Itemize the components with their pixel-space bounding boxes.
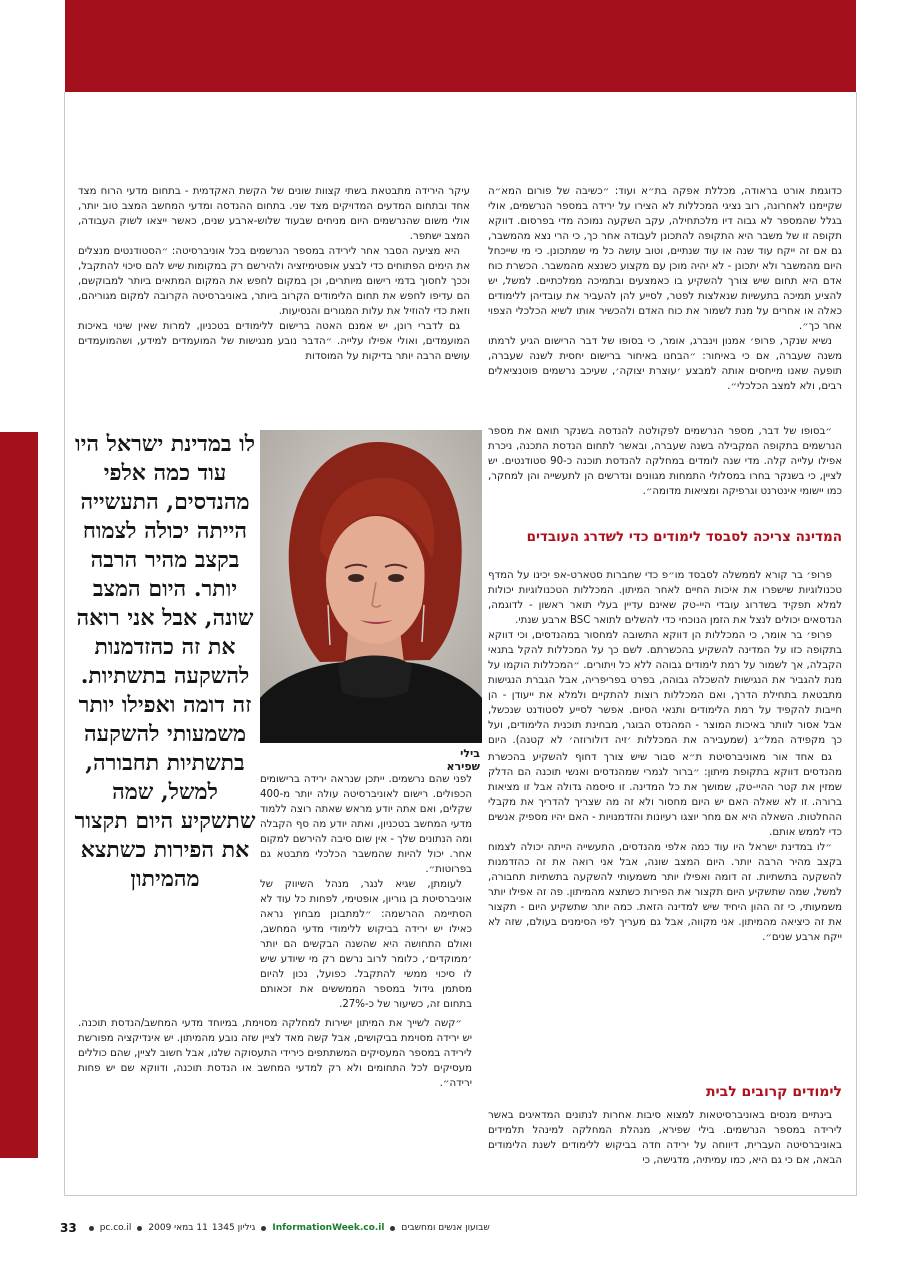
paragraph: ״לו במדינת ישראל היו עוד כמה אלפי מהנדסים, התעשייה הייתה יכולה לצמוח בקצב מהיר הרבה יותר. היום המצב שונה, אבל אני רואה את זה כהזדמנות להשקעה בתשתיות. זה דומה ואפילו יותר משמעותי להשקעה בתשתיות תחבורה, למשל, שמה שתשקיע היום תקצור את הפירות כשתצא מהמיתון. פה זה אפילו יותר משמעותי, כי זה ההון היחיד שיש למדינה הזאת. כמה יותר שתשקיע היום - תקצור את זה כיציאה מהמיתון. אני מקווה, אבל גם מעריך לפי הסימנים בעולם, שזה לא ייקח ארבע שנים״. [488, 842, 842, 943]
portrait-photo [260, 430, 482, 743]
article-column-right-low [488, 568, 842, 748]
paragraph: היא מציעה הסבר אחר לירידה במספר הנרשמים בכל אוניברסיטה: ״הסטודנטים מנצלים את הימים הפתוחים כדי לבצע אופטימיזציה ולהירשם רק במקומות שיש להם סיכוי להתקבל, וככך לחסוך בדמי רישום מיותרים, וכן במקום לחפש את המקום המתאים ביותר למבוקשם, הם עדיפו לחפש את תחום הלימודים הקרוב ביותר, באוניברסיטה הקרובה למקום מגוריהם, וזאת כדי להוזיל את עלות המגורים והנסיעות. [78, 246, 470, 317]
bullet-icon [89, 1226, 94, 1231]
bullet-icon [261, 1226, 266, 1231]
article-column-left-mid [260, 772, 472, 1012]
paragraph: ״בסופו של דבר, מספר הנרשמים לפקולטה להנדסה בשנקר תואם את מספר הנרשמים בתקופה המקבילה בשנה שעברה, ובאשר לתחום הנדסת התכנה, ניכרת אפילו עלייה קלה. מדי שנה לומדים במחלקה להנדסת תוכנה כ-90 סטודנטים. יש לציין, כי בשנקר בחרו במסלולי התמחות מגוונים ונדרשים הן לתעשייה והן למחקר, כמו יישומי אינטרנט וגרפיקה ומציאות מדומה״. [488, 426, 842, 497]
header-red-band [65, 0, 856, 92]
paragraph: גם לדברי רונן, יש אמנם האטה ברישום ללימודים בטכניון, למרות שאין שינוי באיכות המועמדים, ואולי אפילו עלייה. ״הדבר נובע מנגישות של המועמדים למידע, ושהמועמדים עושים הרבה יותר בדיקות על המוסדות [78, 321, 470, 362]
article-column-left-bottom [78, 1016, 472, 1170]
bullet-icon [390, 1226, 395, 1231]
article-column-right-mid [488, 424, 842, 524]
article-column-right-bottom [488, 1108, 842, 1170]
paragraph: כדוגמת אורט בראודה, מכללת אפקה בת״א ועוד: ״כשיבה של פורום המא״ה שקיימנו לאחרונה, רוב נציגי המכללות לא הצירו על ירידה במספר הנרשמים, אולי בגלל שהמספר לא גבוה דיו מלכתחילה, עקב השקעה נמוכה מדי בפרסום. דווקא תקופה זו של משבר היא התקופה להתכונן לעבודה אחר כך, כי הרי נצא מהמשבר, גם אם זה ייקח עוד שנה או עוד שנתיים, וטוב עושה כל מי שמתכונן. כי מי שייכחל היום מהמשבר ולא יתכונן - לא יהיה מוכן עם מקצוע כשנצא מהמשבר. הכשרת כוח אדם היא תחום שיש צורך להשקיע בו כאמצעים ובתמיכה ממלכתיים. למשל, יש להציע תמיכה בתעשיות שנאלצות לפטר, לסייע להן להעביר את עובדיהן ללימודים כאלה או אחרים על מנת לשמור את כוח האדם ולהכשיר אותו לשיא הכלכלי הצפוי אחר כך״. [488, 186, 842, 332]
article-column-left-top [78, 184, 470, 412]
page-number: 33 [60, 1221, 77, 1235]
photo-caption: בילי שפירא [446, 747, 480, 773]
subheading: המדינה צריכה לסבסד לימודים כדי לשדרג העובדים [526, 529, 842, 545]
pull-quote: לו במדינת ישראל היו עוד כמה אלפי מהנדסים, התעשייה הייתה יכולה לצמוח בקצב מהיר הרבה יותר. היום המצב שונה, אבל אני רואה את זה כהזדמנות להשקעה בתשתיות. זה דומה ואפילו יותר משמעותי להשקעה בתשתיות תחבורה, למשל, שמה שתשקיע היום תקצור את הפירות כשתצא מהמיתון [74, 431, 256, 892]
paragraph: לפני שהם נרשמים. ייתכן שנראה ירידה ברישומים הכפולים. רישום לאוניברסיטה עולה יותר מ-400 שקלים, ואם אתה יודע מראש שאתה רוצה ללמוד מדעי המחשב בטכניון, ואתה יודע מה סף הקבלה ומה הנתונים שלך - אין שום סיבה להירשם למקום אחר. יכול להיות שהמשבר הכלכלי מתבטא גם בפרוטות״. [260, 774, 472, 875]
footer-brand: InformationWeek.co.il [272, 1223, 385, 1233]
paragraph: גם אחד אור מאוניברסיטת ת״א סבור שיש צורך דחוף להשקיע בהכשרת מהנדסים דווקא בתקופת מיתון: ״ברור לגמרי שמהנדסים ואנשי תוכנה הם הדלק שמזין את קטר ההיי-טק, שמושך את כל המדינה. זו סיסמה גדולה אבל זו מציאות ברורה. זו לא שאלה האם יש היום מחסור ולא זה מה שצריך להדריך את מקבלי ההחלטות. השאלה היא אם מחר יוצגו רעיונות והזדמנויות - האם יהיו מספיק אנשים כדי לממש אותם. [488, 752, 842, 838]
article-column-right-top [488, 184, 842, 421]
footer-issue: גיליון 1345 [211, 1223, 256, 1233]
footer-date: 11 במאי 2009 [148, 1223, 208, 1233]
article-column-right-wide [488, 750, 842, 1075]
page-footer [60, 1220, 520, 1236]
paragraph: נשיא שנקר, פרופ׳ אמנון וינברג, אומר, כי בסופו של דבר הרישום הגיע לרמתו משנה שעברה, אם כי באיחור: ״הבחנו באיחור ברישום יחסית לשנה שעברה, תופעה שאנו מייחסים אותה למבצע ׳עוצרת יצוקה׳, שעיכב נרשמים פוטנציאלים רבים, ולא למצב הכלכלי״. [488, 336, 842, 392]
paragraph: פרופ׳ בר קורא לממשלה לסבסד מו״פ כדי שחברות סטארט-אפ יכינו על המדף טכנולוגיות שישפרו את איכות החיים לאחר המיתון. המכללות הטכנולוגיות יכולות למלא תפקיד בשדרוג עובדי היי-טק שאינם עדיין בעלי תואר ראשון - לדוגמה, הנדסאים יכולים לנצל את הזמן הנוכחי כדי להשלים לתואר BSC ארבע שנתי. [488, 570, 842, 626]
subheading: לימודים קרובים לבית [705, 1084, 842, 1100]
paragraph: עיקר הירידה מתבטאת בשתי קצוות שונים של הקשת האקדמית - בתחום מדעי הרוח מצד אחד ובתחום המדעים המדויקים מצד שני. בתחום ההנדסה ומדעי המחשב המצב טוב יותר, אולי משום שהנרשמים היום מניחים שבעוד שלוש-ארבע שנים, כאשר ייצאו לשוק העבודה, המצב ישתפר. [78, 186, 470, 242]
portrait-illustration [260, 430, 482, 743]
bullet-icon [137, 1226, 142, 1231]
paragraph: בינתיים מנסים באוניברסיטאות למצוא סיבות אחרות לנתונים המדאיגים באשר לירידה במספר הנרשמים. בילי שפירא, מנהלת המחלקה למינהל תלמידים באוניברסיטה העברית, דיווחה על ירידה חדה בביקוש ללימודים לשנת הלימודים הבאה, אם כי גם היא, כמו עמיתיה, מדגישה, כי [488, 1110, 842, 1166]
footer-site: pc.co.il [99, 1223, 132, 1233]
side-red-bar [0, 432, 38, 1158]
paragraph: ״קשה לשייך את המיתון ישירות למחלקה מסוימת, במיוחד מדעי המחשב/הנדסת תוכנה. יש ירידה מסוימת בביקושים, אבל קשה מאד לציין שזה נובע מהמיתון. יש אינדיקציה מפורשת לירידה במספר המעסיקים המשתתפים כירידי התעסוקה שלנו, אבל חשוב לציין, שהם כוללים מעסיקים לכל התחומים ולא רק למדעי המחשב או הנדסת תוכנה, ודווקא שם יש פחות ירידה״. [78, 1018, 472, 1089]
paragraph: לעומתן, שגיא לנגר, מנהל השיווק של אוניברסיטת בן גוריון, אופטימי, לפחות כל עוד לא הסתיימה ההרשמה: ״למתבונן מבחוץ נראה כאילו יש ירידה בביקוש ללימודי מדעי המחשב, ואולם התחושה היא שהשנה הבקשים הם יותר ׳ממוקדים׳, כלומר לרוב נרשם רק מי שיודע שיש לו סיכוי ממשי להתקבל. כפועל, נכון להיום מסתמן גידול במספר הממששים את זכאותם בתחום זה, כשיעור של כ-27%. [260, 879, 472, 1010]
paragraph: פרופ׳ בר אומר, כי המכללות הן דווקא התשובה למחסור במהנדסים, וכי דווקא בתקופה כזו על המדינה להשקיע בהכשרתם. לשם כך על המכללות להקל בתנאי הקבלה, אך לשמור על רמת לימודים גבוהה ללא כל ויתורים. ״המכללות הוקמו על מנת להגביר את הנגישות להשכלה גבוהה, בפרט בפריפריה, אבל הגברת הנגישות מתבטאת בתחילת הדרך, ואם המכללות רוצות להתקיים ולמלא את ייעודן - הן חייבות להקפיד על רמת הלימודים ותנאי הסיום. אפשר לסייע לסטודנט שנכשל, אבל אסור לוותר באיכות המוצר - המהנדס הבוגר, מבחינת תוכנית הלימודים, ועל כך מקפידה המל״ג (שמעבירה את המכללות ׳זיה דולורוזה׳ לא קטנה). היום [488, 630, 842, 746]
footer-publication: שבועון אנשים ומחשבים [401, 1223, 490, 1233]
